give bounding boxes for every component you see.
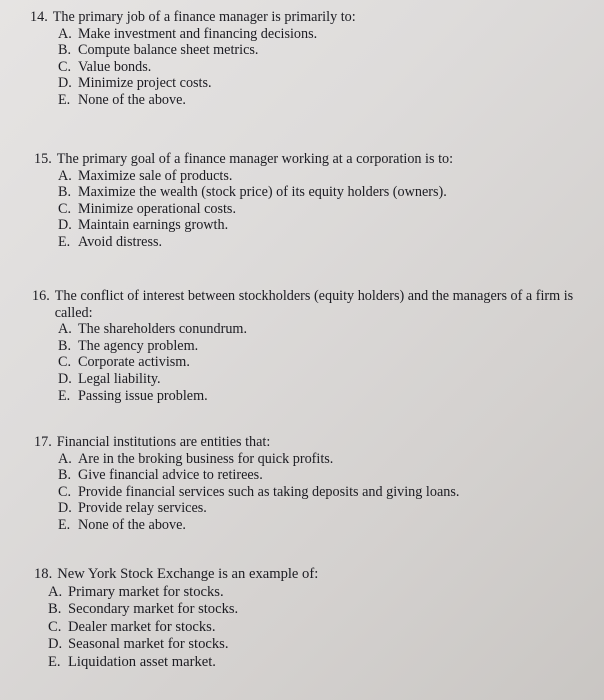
option-letter: D. — [48, 636, 63, 653]
option-text: Minimize operational costs. — [78, 200, 236, 217]
option-letter: A. — [58, 167, 72, 184]
option-text: None of the above. — [78, 516, 186, 533]
option-text: None of the above. — [78, 91, 186, 108]
option-letter: E. — [58, 387, 71, 404]
option-d — [58, 371, 592, 388]
option-text: The agency problem. — [78, 337, 199, 354]
option-e — [58, 388, 592, 405]
option-letter: E. — [48, 653, 61, 670]
option-text: Maintain earnings growth. — [78, 217, 229, 234]
question-number: 15. — [34, 151, 52, 167]
option-letter: C. — [58, 200, 72, 217]
option-a — [58, 321, 592, 338]
option-letter: B. — [58, 42, 72, 59]
question-14 — [30, 9, 570, 109]
option-letter: E. — [58, 516, 71, 533]
question-number: 18. — [34, 566, 53, 582]
option-list — [58, 168, 574, 251]
option-letter: C. — [48, 618, 62, 635]
question-number: 14. — [30, 9, 48, 25]
option-letter: A. — [58, 25, 72, 42]
option-b — [58, 184, 574, 201]
option-text: Legal liability. — [78, 370, 161, 387]
question-17 — [34, 434, 574, 534]
question-text: The primary goal of a finance manager working at a corporation is to: — [56, 151, 454, 167]
question-number: 17. — [34, 434, 52, 450]
option-b — [58, 338, 592, 355]
option-text: Secondary market for stocks. — [68, 601, 239, 618]
option-text: Maximize the wealth (stock price) of its equity holders (owners). — [78, 184, 447, 201]
option-letter: B. — [58, 467, 72, 484]
question-18 — [34, 566, 574, 672]
option-text: Primary market for stocks. — [68, 583, 224, 600]
question-stem — [34, 566, 574, 584]
option-d — [58, 217, 574, 234]
option-letter: C. — [58, 58, 72, 75]
option-text: Give financial advice to retirees. — [78, 467, 263, 484]
option-text: Compute balance sheet metrics. — [78, 42, 259, 59]
question-stem — [34, 151, 574, 168]
option-e — [58, 234, 574, 251]
option-text: Avoid distress. — [78, 233, 163, 250]
option-list — [58, 321, 592, 404]
option-letter: B. — [58, 337, 72, 354]
option-c — [48, 619, 574, 637]
option-d — [58, 500, 574, 517]
option-e — [58, 92, 570, 109]
option-text: Seasonal market for stocks. — [68, 636, 229, 653]
option-letter: A. — [48, 583, 63, 600]
option-text: Maximize sale of products. — [78, 167, 233, 184]
question-stem — [30, 9, 570, 26]
option-letter: D. — [58, 500, 72, 517]
question-16 — [32, 288, 592, 404]
option-c — [58, 484, 574, 501]
option-letter: B. — [48, 601, 62, 618]
option-b — [58, 467, 574, 484]
question-text: The conflict of interest between stockholders (equity holders) and the managers of a firm is called: — [54, 288, 574, 321]
option-letter: D. — [58, 370, 72, 387]
option-a — [58, 26, 570, 43]
question-stem — [34, 434, 574, 451]
option-text: Provide relay services. — [78, 500, 207, 517]
option-a — [58, 168, 574, 185]
option-text: Are in the broking business for quick profits. — [78, 450, 334, 467]
option-text: Liquidation asset market. — [68, 653, 216, 670]
option-letter: E. — [58, 233, 71, 250]
question-text: The primary job of a finance manager is primarily to: — [52, 9, 356, 25]
option-c — [58, 59, 570, 76]
option-c — [58, 201, 574, 218]
option-b — [58, 42, 570, 59]
option-text: The shareholders conundrum. — [78, 321, 248, 338]
option-letter: A. — [58, 450, 72, 467]
question-text: Financial institutions are entities that: — [56, 434, 271, 450]
option-d — [48, 636, 574, 654]
option-text: Dealer market for stocks. — [68, 618, 216, 635]
option-letter: D. — [58, 75, 72, 92]
option-letter: A. — [58, 321, 72, 338]
option-text: Corporate activism. — [78, 354, 190, 371]
option-text: Value bonds. — [78, 58, 152, 75]
option-letter: C. — [58, 354, 72, 371]
option-letter: C. — [58, 483, 72, 500]
option-a — [58, 451, 574, 468]
option-text: Make investment and financing decisions. — [78, 25, 318, 42]
question-15 — [34, 151, 574, 251]
option-e — [48, 654, 574, 672]
option-text: Provide financial services such as taking deposits and giving loans. — [78, 483, 460, 500]
option-list — [58, 26, 570, 109]
option-c — [58, 354, 592, 371]
option-list — [58, 451, 574, 534]
option-letter: D. — [58, 217, 72, 234]
option-letter: E. — [58, 91, 71, 108]
question-stem — [32, 288, 592, 321]
option-b — [48, 601, 574, 619]
option-letter: B. — [58, 184, 72, 201]
option-e — [58, 517, 574, 534]
option-text: Minimize project costs. — [78, 75, 212, 92]
option-list — [48, 584, 574, 672]
question-number: 16. — [32, 288, 50, 304]
option-text: Passing issue problem. — [78, 387, 208, 404]
question-text: New York Stock Exchange is an example of: — [57, 566, 319, 582]
option-d — [58, 75, 570, 92]
option-a — [48, 584, 574, 602]
